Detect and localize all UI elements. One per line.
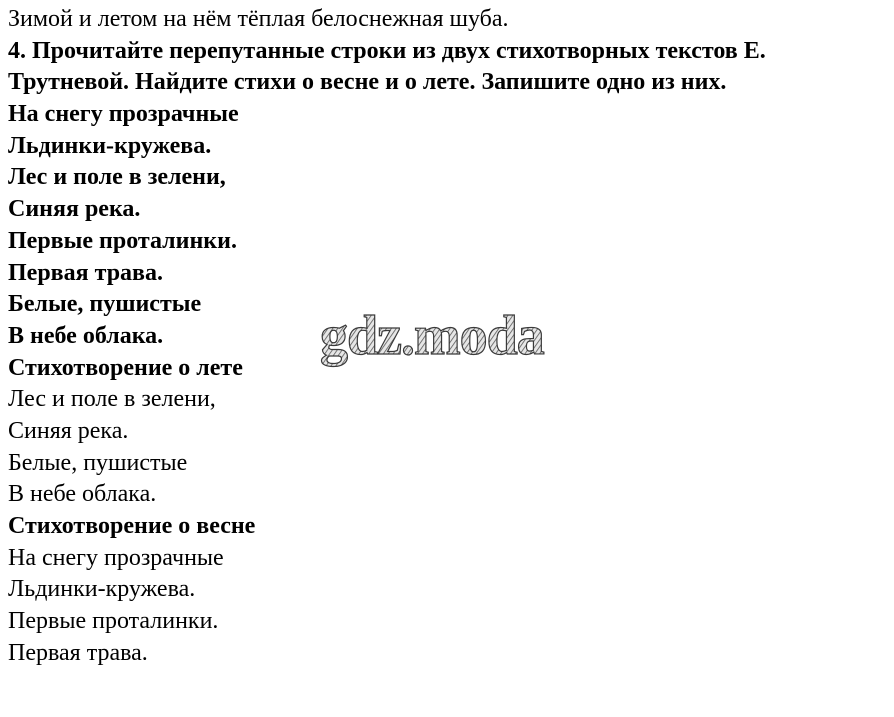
spring-line: Первые проталинки. [8,608,219,635]
mixed-line: Первая трава. [8,259,164,286]
spring-line: На снегу прозрачные [8,544,224,571]
summer-poem [8,353,888,511]
mixed-line: Первые проталинки. [8,227,237,254]
summer-line: Белые, пушистые [8,449,188,476]
spring-line: Льдинки-кружева. [8,576,196,603]
task-line-2: Трутневой. Найдите стихи о весне и о лете. Запишите одно из них. [8,69,727,96]
summer-line: В небе облака. [8,481,157,508]
summer-line: Синяя река. [8,417,129,444]
mixed-line: Льдинки-кружева. [8,132,212,159]
mixed-line: Лес и поле в зелени, [8,164,226,191]
spring-line: Первая трава. [8,639,148,666]
task-line-1: 4. Прочитайте перепутанные строки из двух стихотворных текстов Е. [8,37,766,64]
summer-heading: Стихотворение о лете [8,354,243,381]
mixed-line: Белые, пушистые [8,291,202,318]
watermark-text: gdz.moda [320,305,544,367]
spring-heading: Стихотворение о весне [8,513,256,539]
watermark-logo [318,300,578,370]
intro-line: Зимой и летом на нём тёплая белоснежная шуба. [8,6,509,32]
mixed-line: На снегу прозрачные [8,101,239,128]
mixed-line: В небе облака. [8,322,164,349]
spring-poem [8,511,888,669]
mixed-line: Синяя река. [8,196,141,223]
summer-line: Лес и поле в зелени, [8,386,216,413]
